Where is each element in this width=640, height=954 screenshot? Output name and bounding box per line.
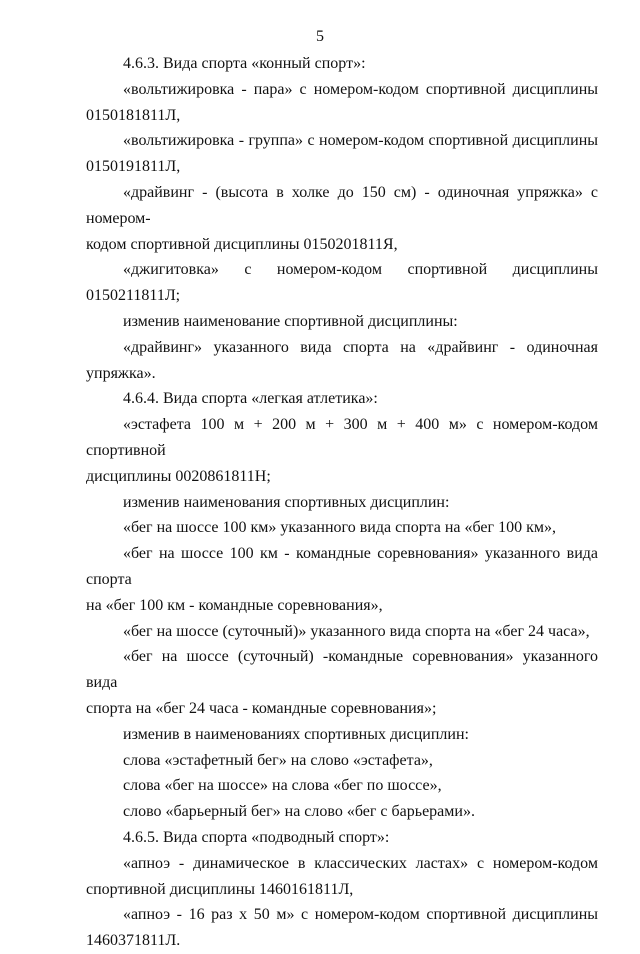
paragraph-apnea-16x50: [86, 902, 598, 954]
paragraph-line: дисциплины 0020861811Н;: [86, 467, 271, 485]
paragraph-line: «апноэ - 16 раз х 50 м» с номером-кодом спортивной дисциплины: [123, 906, 598, 924]
paragraph-driving: [86, 180, 598, 257]
paragraph-100km-team: [86, 541, 598, 618]
paragraph-line: «вольтижировка - пара» с номером-кодом спортивной дисциплины: [123, 80, 598, 98]
paragraph-text: слова «бег на шоссе» на слова «бег по шоссе»,: [123, 777, 442, 795]
paragraph-text: изменив наименования спортивных дисциплин:: [123, 493, 450, 511]
paragraph-line: спорта на «бег 24 часа - командные соревнования»;: [86, 699, 437, 717]
paragraph-change-words: [86, 722, 598, 748]
heading-4-6-3: [86, 51, 598, 77]
paragraph-apnea-dynamic: [86, 851, 598, 903]
paragraph-line: «эстафета 100 м + 200 м + 300 м + 400 м» с номером-кодом спортивной: [86, 416, 598, 459]
paragraph-dzhigitovka: [86, 257, 598, 309]
document-body: [86, 51, 598, 954]
paragraph-text: 4.6.3. Вида спорта «конный спорт»:: [123, 55, 366, 72]
paragraph-text: 4.6.4. Вида спорта «легкая атлетика»:: [123, 390, 378, 408]
paragraph-line: на «бег 100 км - командные соревнования»,: [86, 596, 383, 614]
paragraph-100km: [86, 515, 598, 541]
paragraph-24h: [86, 619, 598, 645]
paragraph-line: «бег на шоссе 100 км - командные соревнования» указанного вида спорта: [86, 545, 598, 588]
heading-4-6-5: [86, 825, 598, 851]
paragraph-highway-word: [86, 773, 598, 799]
paragraph-line: «бег на шоссе (суточный) -командные соревнования» указанного вида: [86, 648, 598, 692]
paragraph-line: спортивной дисциплины 1460161811Л,: [86, 880, 354, 898]
paragraph-relay-word: [86, 748, 598, 774]
paragraph-relay: [86, 412, 598, 489]
paragraph-text: «драйвинг» указанного вида спорта на «драйвинг - одиночная упряжка».: [86, 338, 598, 382]
paragraph-line: 0150181811Л,: [86, 106, 181, 124]
paragraph-line: «драйвинг - (высота в холке до 150 см) - одиночная упряжка» с номером-: [86, 183, 598, 227]
paragraph-text: слова «эстафетный бег» на слово «эстафета»,: [123, 751, 433, 769]
paragraph-line: 1460371811Л.: [86, 932, 181, 950]
paragraph-line: «вольтижировка - группа» с номером-кодом спортивной дисциплины: [123, 132, 598, 150]
paragraph-text: 4.6.5. Вида спорта «подводный спорт»:: [123, 828, 390, 846]
page-number: 5: [316, 28, 324, 45]
paragraph-rename-discipline: [86, 309, 598, 335]
paragraph-text: «джигитовка» с номером-кодом спортивной дисциплины 0150211811Л;: [86, 261, 598, 305]
paragraph-line: 0150191811Л,: [86, 158, 181, 176]
paragraph-voltige-group: [86, 128, 598, 180]
paragraph-text: изменив наименование спортивной дисциплины:: [123, 312, 458, 330]
paragraph-text: изменив в наименованиях спортивных дисциплин:: [123, 725, 469, 743]
paragraph-text: «бег на шоссе (суточный)» указанного вида спорта на «бег 24 часа»,: [123, 622, 590, 640]
paragraph-driving-rename: [86, 335, 598, 387]
paragraph-text: слово «барьерный бег» на слово «бег с барьерами».: [123, 803, 475, 821]
heading-4-6-4: [86, 386, 598, 412]
paragraph-line: кодом спортивной дисциплины 0150201811Я,: [86, 235, 398, 253]
paragraph-hurdles-word: [86, 799, 598, 825]
paragraph-voltige-pair: [86, 77, 598, 129]
paragraph-24h-team: [86, 644, 598, 721]
paragraph-line: «апноэ - динамическое в классических ластах» с номером-кодом: [123, 854, 598, 872]
paragraph-rename-disciplines: [86, 490, 598, 516]
paragraph-text: «бег на шоссе 100 км» указанного вида спорта на «бег 100 км»,: [123, 519, 556, 537]
